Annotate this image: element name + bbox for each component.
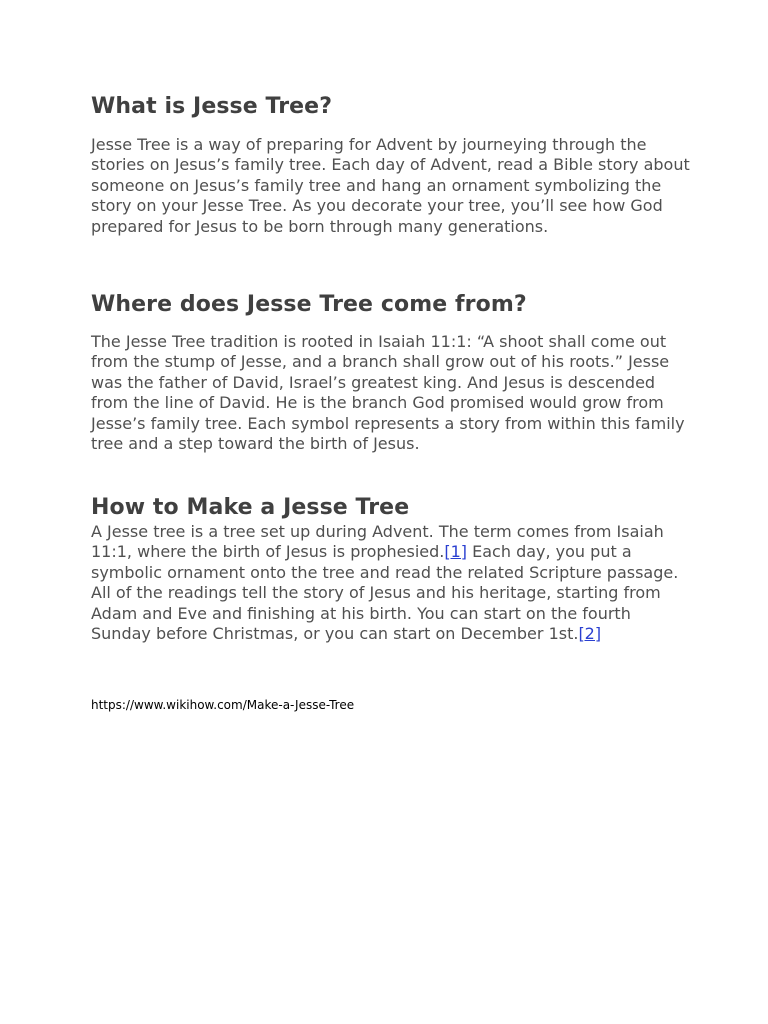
- paragraph-text-part-2: Each day, you put a symbolic ornament onto the tree and read the related Scripture passage. All of the readings tell the story of Jesus and his heritage, starting from Adam and Eve and finishing at his birth. You can start on the fourth Sunday before Christmas, or you can start on December 1st.: [91, 542, 679, 644]
- heading-how-to-make-a-jesse-tree: How to Make a Jesse Tree: [91, 495, 410, 520]
- heading-where-does-jesse-tree-come-from: Where does Jesse Tree come from?: [91, 292, 527, 317]
- paragraph-where-does-jesse-tree-come-from: The Jesse Tree tradition is rooted in Isaiah 11:1: “A shoot shall come out from the stump of Jesse, and a branch shall grow out of his roots.” Jesse was the father of David, Israel’s greatest king. And Jesus is descended from the line of David. He is the branch God promised would grow from Jesse’s family tree. Each symbol represents a story from within this family tree and a step toward the birth of Jesus.: [91, 332, 685, 454]
- paragraph-text-part-1: A Jesse tree is a tree set up during Advent. The term comes from Isaiah 11:1, where the birth of Jesus is prophesied.: [91, 522, 664, 562]
- paragraph-how-to-make-a-jesse-tree: [91, 522, 691, 644]
- source-url: https://www.wikihow.com/Make-a-Jesse-Tree: [91, 698, 355, 712]
- heading-what-is-jesse-tree: What is Jesse Tree?: [91, 94, 333, 119]
- footnote-link-1[interactable]: [1]: [444, 542, 468, 562]
- paragraph-what-is-jesse-tree: Jesse Tree is a way of preparing for Advent by journeying through the stories on Jesus’s family tree. Each day of Advent, read a Bible story about someone on Jesus’s family tree and hang an ornament symbolizing the story on your Jesse Tree. As you decorate your tree, you’ll see how God prepared for Jesus to be born through many generations.: [91, 135, 690, 236]
- footnote-link-2[interactable]: [2]: [578, 624, 602, 644]
